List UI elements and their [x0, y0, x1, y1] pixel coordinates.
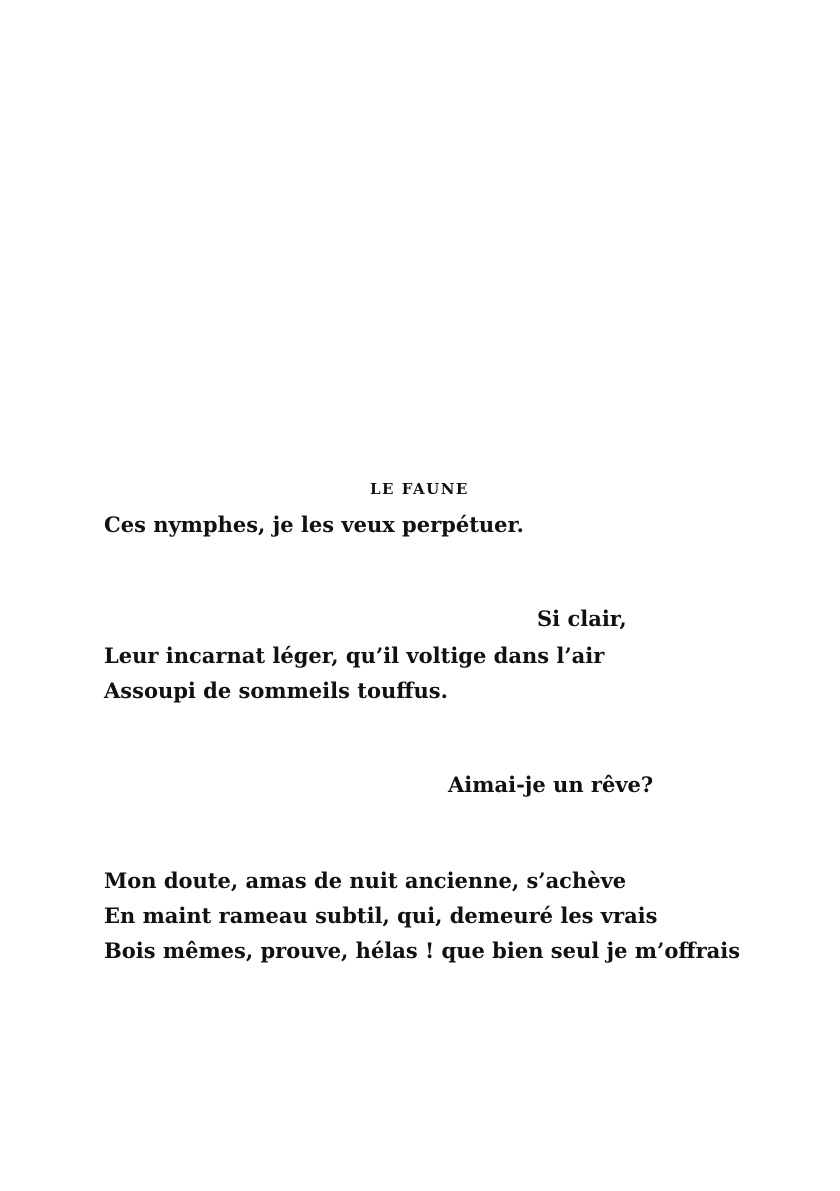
- verse-line: Leur incarnat léger, qu’il voltige dans l’air: [104, 643, 605, 668]
- verse-line: Assoupi de sommeils touffus.: [104, 678, 448, 703]
- speaker-heading: LE FAUNE: [370, 480, 469, 498]
- verse-line: Mon doute, amas de nuit ancienne, s’achève: [104, 868, 627, 893]
- verse-line: Si clair,: [537, 606, 627, 631]
- verse-line: Bois mêmes, prouve, hélas ! que bien seul je m’offrais: [104, 938, 741, 963]
- verse-line: Aimai-je un rêve?: [448, 772, 654, 797]
- verse-line: Ces nymphes, je les veux perpétuer.: [104, 512, 524, 537]
- verse-line: En maint rameau subtil, qui, demeuré les vrais: [104, 903, 658, 928]
